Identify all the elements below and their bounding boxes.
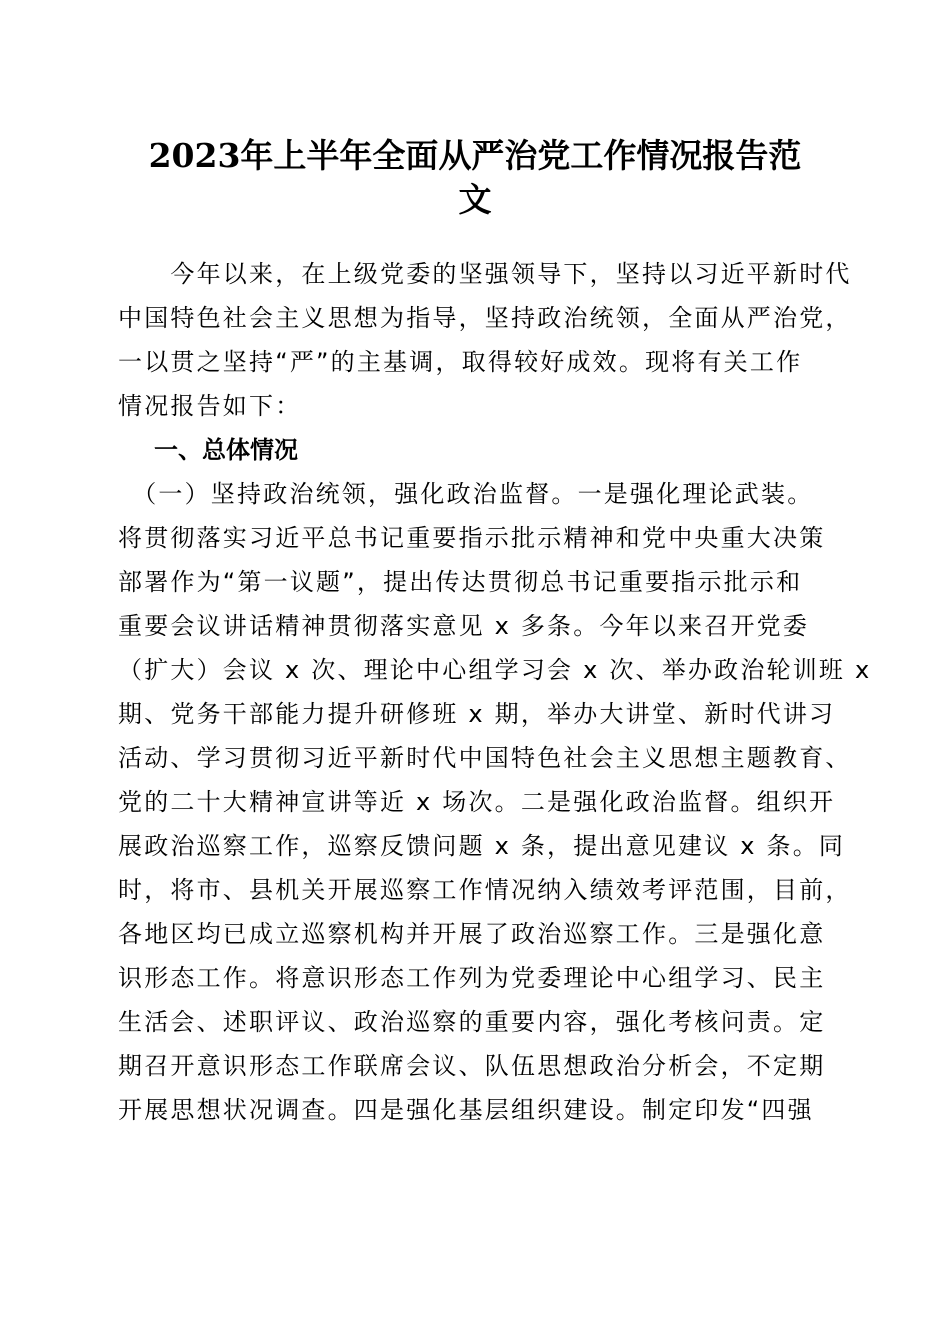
body-line: 期召开意识形态工作联席会议、队伍思想政治分析会，不定期 — [118, 1052, 826, 1080]
document-body — [118, 252, 872, 1132]
body-line: 活动、学习贯彻习近平新时代中国特色社会主义思想主题教育、 — [118, 744, 852, 772]
body-line: 将贯彻落实习近平总书记重要指示批示精神和党中央重大决策 — [118, 524, 826, 552]
body-line: （扩大）会议 x 次、理论中心组学习会 x 次、举办政治轮训班 x — [118, 656, 872, 684]
body-line: 时，将市、县机关开展巡察工作情况纳入绩效考评范围，目前， — [118, 876, 852, 904]
body-line: 开展思想状况调查。四是强化基层组织建设。制定印发“四强 — [118, 1096, 814, 1124]
intro-line: 情况报告如下： — [118, 392, 302, 420]
body-line: 各地区均已成立巡察机构并开展了政治巡察工作。三是强化意 — [118, 920, 826, 948]
document-title — [110, 134, 840, 222]
body-line: 期、党务干部能力提升研修班 x 期，举办大讲堂、新时代讲习 — [118, 700, 836, 728]
body-line: 党的二十大精神宣讲等近 x 场次。二是强化政治监督。组织开 — [118, 788, 836, 816]
body-line: （一）坚持政治统领，强化政治监督。一是强化理论武装。 — [118, 480, 814, 508]
intro-line: 中国特色社会主义思想为指导，坚持政治统领，全面从严治党， — [118, 304, 852, 332]
body-line: 识形态工作。将意识形态工作列为党委理论中心组学习、民主 — [118, 964, 826, 992]
body-line: 展政治巡察工作，巡察反馈问题 x 条，提出意见建议 x 条。同 — [118, 832, 846, 860]
intro-line: 一以贯之坚持“严”的主基调，取得较好成效。现将有关工作 — [118, 348, 803, 376]
intro-line: 今年以来，在上级党委的坚强领导下，坚持以习近平新时代 — [118, 260, 852, 288]
title-line-2: 文 — [458, 180, 492, 219]
section-heading: 一、总体情况 — [154, 436, 298, 464]
body-line: 生活会、述职评议、政治巡察的重要内容，强化考核问责。定 — [118, 1008, 826, 1036]
body-line: 部署作为“第一议题”，提出传达贯彻总书记重要指示批示和 — [118, 568, 803, 596]
body-line: 重要会议讲话精神贯彻落实意见 x 多条。今年以来召开党委 — [118, 612, 810, 640]
title-line-1: 2023年上半年全面从严治党工作情况报告范 — [148, 136, 802, 175]
